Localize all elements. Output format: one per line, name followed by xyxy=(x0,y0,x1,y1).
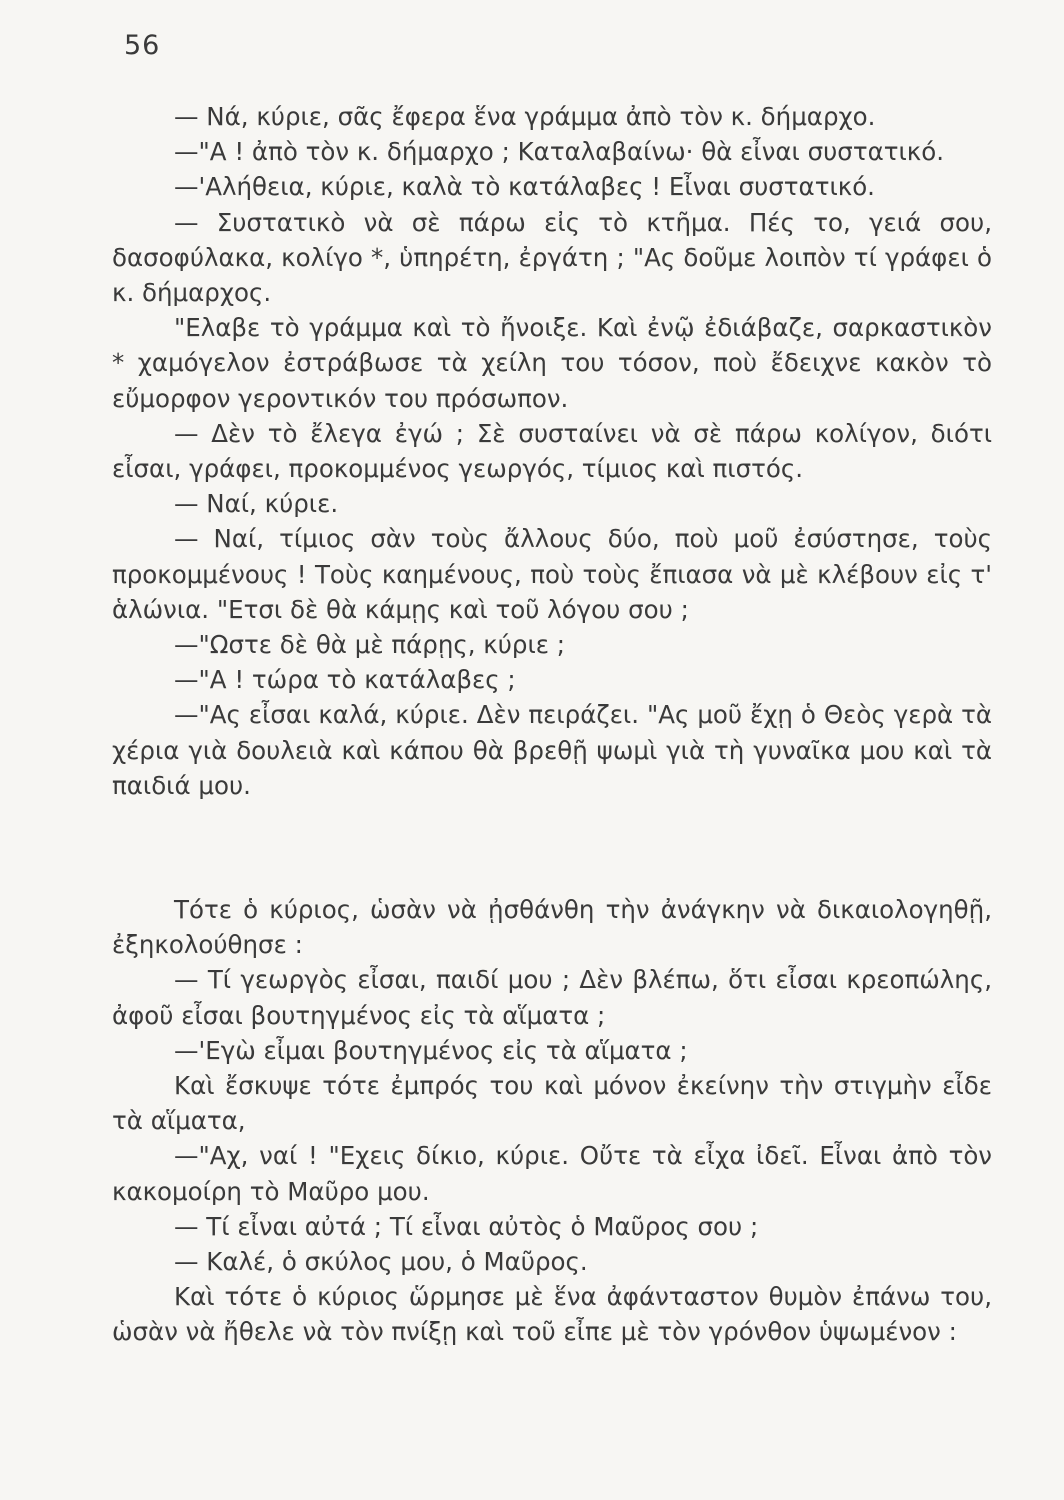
paragraph: — Δὲν τὸ ἔλεγα ἐγώ ; Σὲ συσταίνει νὰ σὲ πάρω κολίγον, διότι εἶσαι, γράφει, προκομμένος γεωργός, τίμιος καὶ πιστός. xyxy=(112,418,992,484)
paragraph: — Συστατικὸ νὰ σὲ πάρω εἰς τὸ κτῆμα. Πές το, γειά σου, δασοφύλακα, κολίγο *, ὑπηρέτη, ἐργάτη ; "Ας δοῦμε λοιπὸν τί γράφει ὁ κ. δήμαρχος. xyxy=(112,207,992,308)
paragraph: —"Α ! ἀπὸ τὸν κ. δήμαρχο ; Καταλαβαίνω· θὰ εἶναι συστατικό. xyxy=(174,137,944,167)
paragraph: — Νά, κύριε, σᾶς ἔφερα ἕνα γράμμα ἀπὸ τὸν κ. δήμαρχο. xyxy=(174,102,876,131)
paragraph: — Ναί, τίμιος σὰν τοὺς ἄλλους δύο, ποὺ μοῦ ἐσύστησε, τοὺς προκομμένους ! Τοὺς καημένους, ποὺ τοὺς ἔπιασα νὰ μὲ κλέβουν εἰς τ' ἁλώνια. "Ετσι δὲ θὰ κάμῃς καὶ τοῦ λόγου σου ; xyxy=(112,524,992,624)
paragraph: — Τί εἶναι αὐτά ; Τί εἶναι αὐτὸς ὁ Μαῦρος σου ; xyxy=(174,1211,759,1241)
paragraph: —'Εγὼ εἶμαι βουτηγμένος εἰς τὰ αἵματα ; xyxy=(174,1035,688,1065)
paragraph: —'Αλήθεια, κύριε, καλὰ τὸ κατάλαβες ! Εἶναι συστατικό. xyxy=(174,172,875,202)
paragraph: — Ναί, κύριε. xyxy=(174,489,339,519)
text-block-lower xyxy=(112,892,992,1350)
paragraph: — Καλέ, ὁ σκύλος μου, ὁ Μαῦρος. xyxy=(174,1247,588,1277)
paragraph: —"Ας εἶσαι καλά, κύριε. Δὲν πειράζει. "Ας μοῦ ἔχῃ ὁ Θεὸς γερὰ τὰ χέρια γιὰ δουλειὰ καὶ κάπου θὰ βρεθῇ ψωμὶ γιὰ τὴ γυναῖκα μου καὶ τὰ παιδιά μου. xyxy=(112,700,992,800)
paragraph: — Τί γεωργὸς εἶσαι, παιδί μου ; Δὲν βλέπω, ὅτι εἶσαι κρεοπώλης, ἀφοῦ εἶσαι βουτηγμένος εἰς τὰ αἵματα ; xyxy=(112,965,992,1030)
paragraph: Καὶ ἔσκυψε τότε ἐμπρός του καὶ μόνον ἐκείνην τὴν στιγμὴν εἶδε τὰ αἵματα, xyxy=(112,1071,992,1136)
paragraph: —"Α ! τώρα τὸ κατάλαβες ; xyxy=(174,665,516,695)
text-block-upper xyxy=(112,99,992,803)
page-number: 56 xyxy=(124,30,161,61)
paragraph: —"Ωστε δὲ θὰ μὲ πάρῃς, κύριε ; xyxy=(174,630,566,660)
paragraph: —"Αχ, ναί ! "Εχεις δίκιο, κύριε. Οὔτε τὰ εἶχα ἰδεῖ. Εἶναι ἀπὸ τὸν κακομοίρη τὸ Μαῦρο μου. xyxy=(112,1141,992,1206)
paragraph: "Ελαβε τὸ γράμμα καὶ τὸ ἤνοιξε. Καὶ ἐνῷ ἐδιάβαζε, σαρκαστικὸν * χαμόγελον ἐστράβωσε τὰ χείλη του τόσον, ποὺ ἔδειχνε κακὸν τὸ εὔμορφον γεροντικόν του πρόσωπον. xyxy=(112,313,992,413)
paragraph: Καὶ τότε ὁ κύριος ὥρμησε μὲ ἕνα ἀφάνταστον θυμὸν ἐπάνω του, ὡσὰν νὰ ἤθελε νὰ τὸν πνίξῃ καὶ τοῦ εἶπε μὲ τὸν γρόνθον ὑψωμένον : xyxy=(112,1282,992,1347)
paragraph: Τότε ὁ κύριος, ὡσὰν νὰ ᾐσθάνθη τὴν ἀνάγκην νὰ δικαιολογηθῇ, ἐξηκολούθησε : xyxy=(112,895,992,960)
